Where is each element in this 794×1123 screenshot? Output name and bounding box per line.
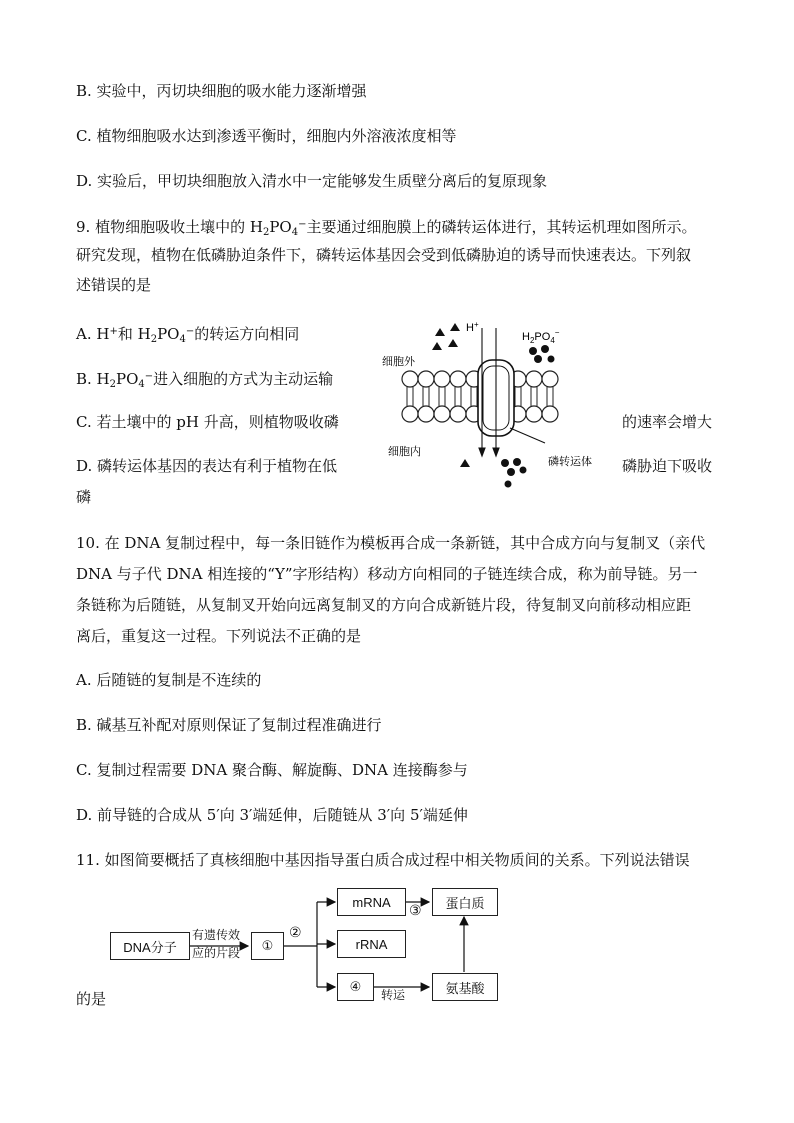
process-1-box: ① [251, 932, 284, 960]
segment-label-line2: 应的片段 [192, 946, 241, 960]
q10-option-d: D. 前导链的合成从 5′向 3′端延伸，后随链从 3′向 5′端延伸 [76, 806, 468, 824]
dna-molecule-box: DNA分子 [110, 932, 190, 960]
q8-option-b: B. 实验中，丙切块细胞的吸水能力逐渐增强 [76, 82, 367, 100]
mrna-box: mRNA [337, 888, 406, 916]
outside-label: 细胞外 [382, 356, 415, 368]
product-4-box: ④ [337, 973, 374, 1001]
transport-label: 转运 [381, 988, 406, 1002]
q9-option-d: D. 磷转运体基因的表达有利于植物在低 [76, 457, 338, 475]
q10-stem-line3: 条链称为后随链，从复制叉开始向远离复制叉的方向合成新链片段，待复制叉向前移动相应距 [76, 596, 692, 614]
q11-stem-line1: 11. 如图简要概括了真核细胞中基因指导蛋白质合成过程中相关物质间的关系。下列说法错误 [76, 851, 690, 869]
transporter-label: 磷转运体 [548, 456, 592, 468]
segment-label-line1: 有遗传效 [192, 928, 241, 942]
process-3-label: ③ [409, 902, 422, 918]
q9-stem-line3: 述错误的是 [76, 276, 152, 294]
inside-label: 细胞内 [388, 446, 421, 458]
q9-option-a: A. H+和 $H_2PO_4^-$的转运方向相同 [76, 325, 300, 345]
q11-stem-line2: 的是 [76, 990, 107, 1008]
q8-option-c: C. 植物细胞吸水达到渗透平衡时，细胞内外溶液浓度相等 [76, 127, 457, 145]
q9-option-c: C. 若土壤中的 pH 升高，则植物吸收磷 [76, 413, 339, 431]
q9-option-b: B. $H_2PO_4^-$进入细胞的方式为主动运输 [76, 370, 334, 390]
q8-option-d: D. 实验后，甲切块细胞放入清水中一定能够发生质壁分离后的复原现象 [76, 172, 548, 190]
q10-option-c: C. 复制过程需要 DNA 聚合酶、解旋酶、DNA 连接酶参与 [76, 761, 468, 779]
q9-stem-line2: 研究发现，植物在低磷胁迫条件下，磷转运体基因会受到低磷胁迫的诱导而快速表达。下列叙 [76, 246, 692, 264]
q9-option-d-tail: 磷胁迫下吸收 [622, 457, 713, 475]
q9-option-c-tail: 的速率会增大 [622, 413, 713, 431]
q10-stem-line4: 离后，重复这一过程。下列说法不正确的是 [76, 627, 362, 645]
protein-box: 蛋白质 [432, 888, 498, 916]
phosphate-label: $H_2PO_4^-$ [522, 328, 560, 345]
q10-option-a: A. 后随链的复制是不连续的 [76, 671, 262, 689]
q10-stem-line1: 10. 在 DNA 复制过程中，每一条旧链作为模板再合成一条新链，其中合成方向与复制叉（亲代 [76, 534, 706, 552]
process-2-label: ② [289, 924, 302, 940]
q10-stem-line2: DNA 与子代 DNA 相连接的“Y”字形结构）移动方向相同的子链连续合成，称为前导链。另一 [76, 565, 698, 583]
amino-acid-box: 氨基酸 [432, 973, 498, 1001]
q9-stem-line1: 9. 植物细胞吸收土壤中的 $H_2PO_4^-$主要通过细胞膜上的磷转运体进行，其转运机理如图所示。 [76, 218, 697, 238]
h-ion-label: H+ [466, 320, 479, 334]
rrna-box: rRNA [337, 930, 406, 958]
q10-option-b: B. 碱基互补配对原则保证了复制过程准确进行 [76, 716, 382, 734]
q9-option-d-wrap: 磷 [76, 488, 92, 506]
